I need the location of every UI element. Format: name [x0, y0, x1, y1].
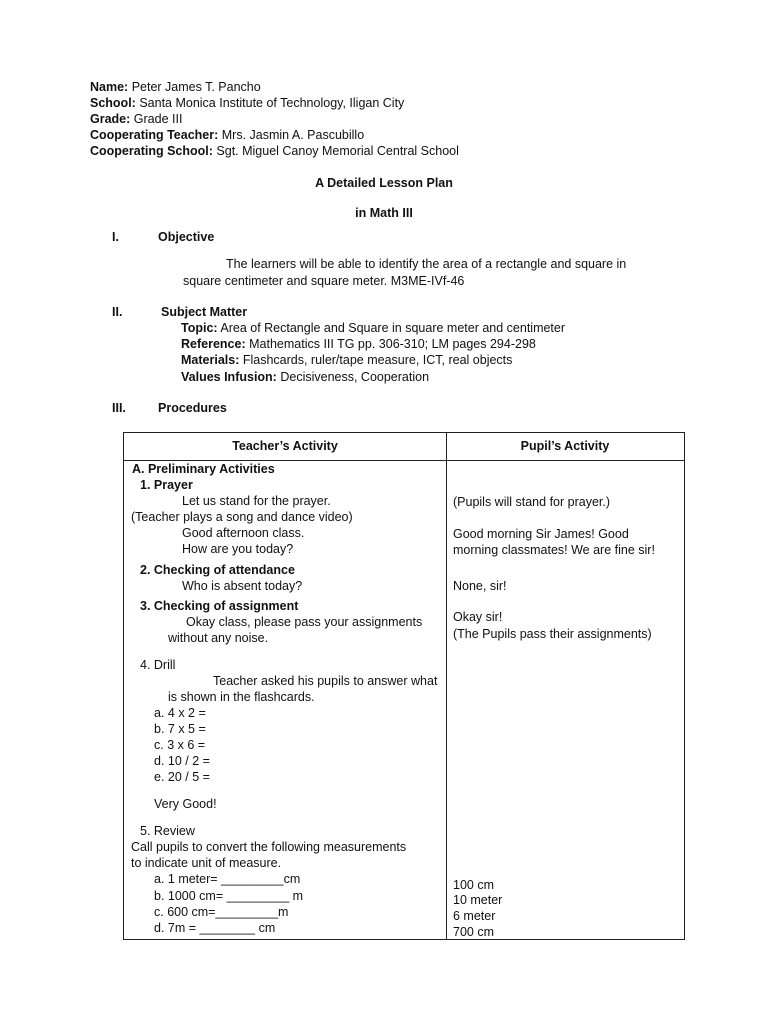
review-line-2: to indicate unit of measure.: [131, 856, 282, 870]
reference-value: Mathematics III TG pp. 306-310; LM pages 294-298: [249, 337, 536, 351]
school-line: [90, 95, 404, 111]
preliminary-heading: A. Preliminary Activities: [132, 462, 275, 476]
review-item: d. 7m = ________ cm: [154, 921, 276, 935]
pupil-greeting-2: morning classmates! We are fine sir!: [453, 543, 655, 557]
materials-value: Flashcards, ruler/tape measure, ICT, real objects: [242, 353, 513, 367]
prayer-line-4: How are you today?: [182, 542, 294, 556]
objective-numeral: I.: [112, 230, 119, 244]
pupil-answer: 100 cm: [453, 878, 494, 892]
assignment-heading: 3. Checking of assignment: [140, 599, 299, 613]
attendance-heading: 2. Checking of attendance: [140, 563, 295, 577]
pupil-answer: 700 cm: [453, 925, 494, 939]
pupil-answer: 10 meter: [453, 893, 503, 907]
objective-text-1: The learners will be able to identify the area of a rectangle and square in: [226, 257, 627, 271]
coop-school-value: Sgt. Miguel Canoy Memorial Central School: [216, 144, 459, 158]
doc-title: A Detailed Lesson Plan: [315, 176, 453, 190]
teacher-activity-header: Teacher’s Activity: [232, 439, 338, 453]
review-heading: 5. Review: [140, 824, 195, 838]
pupil-answer: 6 meter: [453, 909, 496, 923]
column-divider: [446, 433, 447, 939]
school-label: School:: [90, 96, 136, 110]
topic-label: Topic:: [181, 321, 218, 335]
drill-line-2: is shown in the flashcards.: [168, 690, 315, 704]
drill-item: d. 10 / 2 =: [154, 754, 210, 768]
pupil-prayer: (Pupils will stand for prayer.): [453, 495, 611, 509]
procedures-heading: Procedures: [158, 401, 227, 415]
drill-item: a. 4 x 2 =: [154, 706, 206, 720]
review-item: c. 600 cm=_________m: [154, 905, 289, 919]
reference-label: Reference:: [181, 337, 246, 351]
very-good-text: Very Good!: [154, 797, 217, 811]
coop-teacher-value: Mrs. Jasmin A. Pascubillo: [221, 128, 365, 142]
pupil-pass-note: (The Pupils pass their assignments): [453, 627, 652, 641]
pupil-activity-header: Pupil’s Activity: [520, 439, 610, 453]
procedures-numeral: III.: [112, 401, 126, 415]
pupil-okay-reply: Okay sir!: [453, 610, 503, 624]
grade-label: Grade:: [90, 112, 131, 126]
drill-line-1: Teacher asked his pupils to answer what: [213, 674, 438, 688]
drill-item: c. 3 x 6 =: [154, 738, 206, 752]
pupil-greeting-1: Good morning Sir James! Good: [453, 527, 629, 541]
materials-label: Materials:: [181, 353, 240, 367]
coop-school-label: Cooperating School:: [90, 144, 213, 158]
assignment-line-1: Okay class, please pass your assignments: [186, 615, 423, 629]
activity-table: [123, 432, 685, 940]
assignment-line-2: without any noise.: [168, 631, 269, 645]
reference-line: [181, 336, 536, 352]
values-line: [181, 369, 429, 385]
subject-numeral: II.: [112, 305, 123, 319]
topic-line: [181, 320, 565, 336]
drill-item: b. 7 x 5 =: [154, 722, 206, 736]
name-label: Name:: [90, 80, 129, 94]
pupil-absent-reply: None, sir!: [453, 579, 507, 593]
coop-teacher-line: [90, 127, 364, 143]
drill-heading: 4. Drill: [140, 658, 176, 672]
drill-item: e. 20 / 5 =: [154, 770, 210, 784]
prayer-line-1: Let us stand for the prayer.: [182, 494, 331, 508]
materials-line: [181, 352, 512, 368]
grade-line: [90, 111, 182, 127]
prayer-heading: 1. Prayer: [140, 478, 193, 492]
subject-heading: Subject Matter: [161, 305, 248, 319]
values-label: Values Infusion:: [181, 370, 277, 384]
name-line: [90, 79, 261, 95]
coop-teacher-label: Cooperating Teacher:: [90, 128, 219, 142]
name-value: Peter James T. Pancho: [131, 80, 261, 94]
review-item: b. 1000 cm= _________ m: [154, 889, 304, 903]
coop-school-line: [90, 143, 459, 159]
grade-value: Grade III: [133, 112, 183, 126]
prayer-line-2: (Teacher plays a song and dance video): [131, 510, 353, 524]
attendance-line-1: Who is absent today?: [182, 579, 303, 593]
school-value: Santa Monica Institute of Technology, Iligan City: [139, 96, 405, 110]
topic-value: Area of Rectangle and Square in square meter and centimeter: [220, 321, 566, 335]
objective-heading: Objective: [158, 230, 215, 244]
doc-subtitle: in Math III: [355, 206, 413, 220]
review-item: a. 1 meter= _________cm: [154, 872, 301, 886]
values-value: Decisiveness, Cooperation: [280, 370, 430, 384]
objective-text-2: square centimeter and square meter. M3ME-IVf-46: [183, 274, 465, 288]
prayer-line-3: Good afternoon class.: [182, 526, 305, 540]
review-line-1: Call pupils to convert the following measurements: [131, 840, 407, 854]
